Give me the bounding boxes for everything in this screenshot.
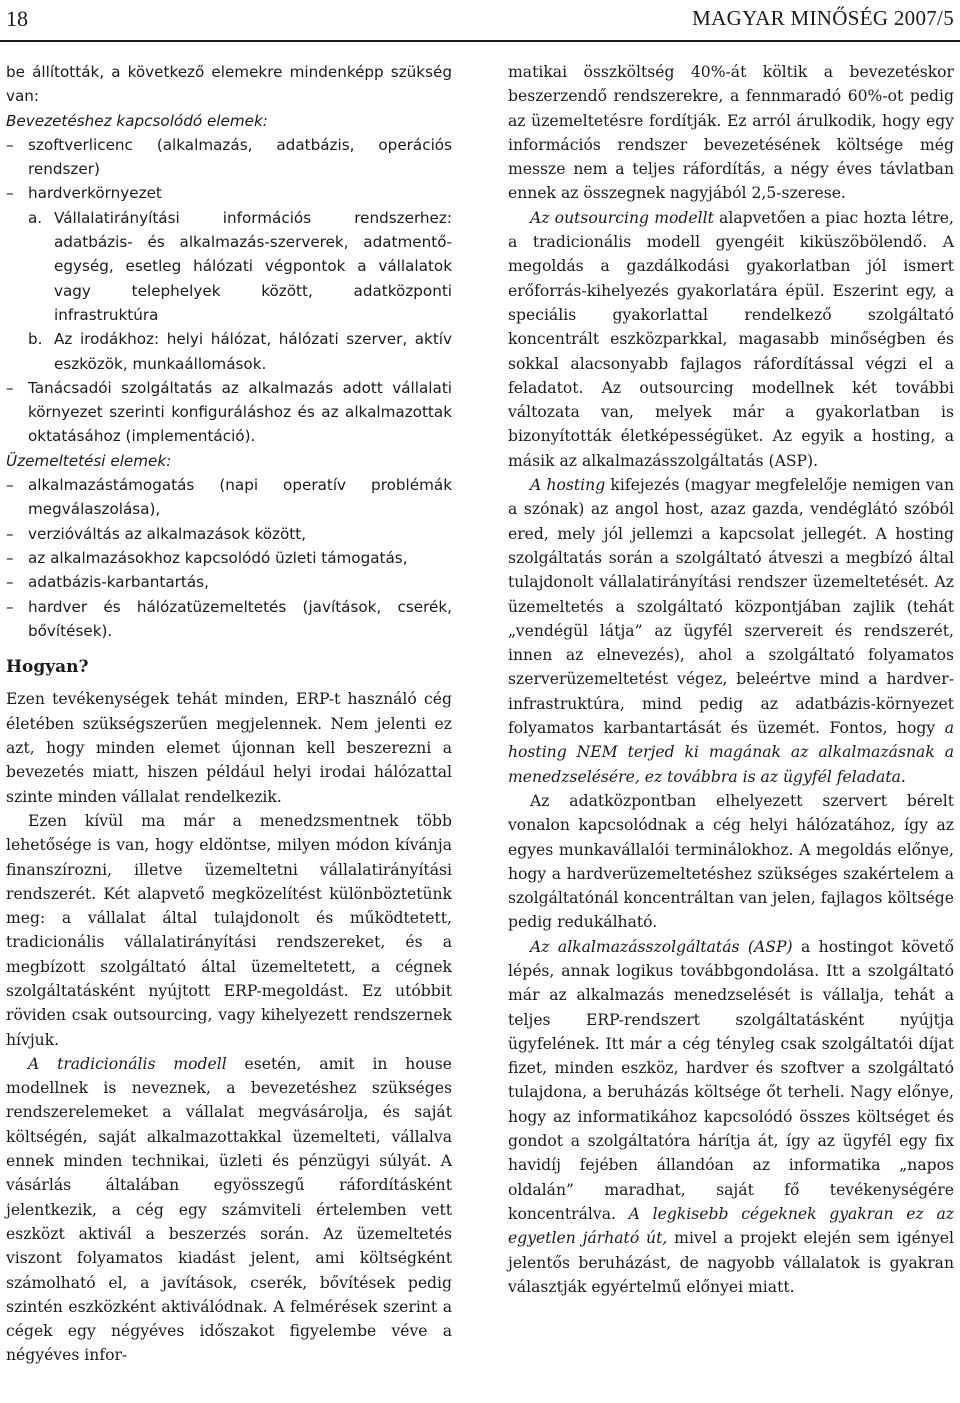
body-paragraph: Ezen tevékenységek tehát minden, ERP-t használó cég életében szükségszerűen megjelennek. Nem jelenti ez azt, hogy minden elemet újonnan kell beszerezni a bevezetés miatt, hiszen például helyi irodai hálózattal szinte minden vállalat rendelkezik. <box>6 690 452 806</box>
left-column <box>6 60 452 1368</box>
body-paragraph: matikai összköltség 40%-át költik a bevezetéskor beszerzendő rendszerekre, a fennmaradó 60%-ot pedig az üzemeltetésre fordítják. Ez arról árulkodik, hogy egy információs rendszer bevezetésének költsége még messze nem a teljes ráfordítás, a négy éves távlatban ennek az összegnek nagyjából 2,5-szerese. <box>508 63 954 203</box>
emphasis: A legkisebb cégeknek gyakran ez az egyetlen járható út, <box>508 1204 954 1248</box>
body-text: mivel a projekt elején sem igényel jelentős beruházást, de nagyobb vállalatok is gyakran választják egyértelmű előnyei miatt. <box>508 1229 954 1296</box>
intro-paragraph: be állították, a következő elemekre mindenképp szükség van: <box>6 63 452 106</box>
emphasis: A tradicionális modell <box>28 1054 227 1073</box>
impl-heading: Bevezetéshez kapcsolódó elemek: <box>6 111 268 130</box>
ops-item: – hardver és hálózatüzemeltetés (javítások, cserék, bővítések). <box>6 595 452 644</box>
emphasis: a hosting NEM terjed ki magának az alkalmazásnak a menedzselésére, ez továbbra is az ügyfél feladata. <box>508 719 954 786</box>
ops-item: – adatbázis-karbantartás, <box>6 570 452 594</box>
impl-subitem-a <box>6 206 452 327</box>
sub-marker-b: b. <box>28 330 43 349</box>
body-text: kifejezés (magyar megfelelője nemigen van a szónak) az angol host, azaz gazda, vendéglátó szóból ered, mely jól jellemzi a kapcsolat jellegét. A hosting szolgáltatás során a szolgáltató átveszi a megbízó által tulajdonolt vállalatirányítási rendszer üzemeltetését. Az üzemeltetés a szolgáltató központjában zajlik (tehát „vendégül látja” az ügyfél szervereit és rendszerét, innen az elnevezés), ahol a szolgáltató folyamatos szerverüzemeltetést végez, beleértve mind a hardver-infrastruktúra, mind pedig az adatbázis-környezet folyamatos karbantartását és üzemét. Fontos, hogy <box>508 476 954 738</box>
body-paragraph-outsourcing <box>508 206 954 473</box>
ops-item: – az alkalmazásokhoz kapcsolódó üzleti támogatás, <box>6 546 452 570</box>
body-text: a hostingot követő lépés, annak logikus továbbgondolása. Itt a szolgáltató már az alkalmazás menedzselését is vállalja, tehát a teljes ERP-rendszert szolgáltatásként nyújtja ügyfelének. Itt már a cég tényleg csak szolgáltatói díjat fizet, minden eszköz, hardver és szoftver a szolgáltató tulajdona, a beruházás költsége őt terheli. Nagy előnye, hogy az informatikához kapcsolódó összes költséget és gondot a szolgáltatóra hárítja át, így az ügyfél egy fix havidíj fejében állandóan az informatika „napos oldalán” maradhat, saját fő tevékenységére koncentrálva. <box>508 937 954 1223</box>
body-paragraph-asp <box>508 935 954 1299</box>
body-paragraph-traditional <box>6 1052 452 1368</box>
body-paragraph: Ezen kívül ma már a menedzsmentnek több lehetősége is van, hogy eldöntse, milyen módon kívánja finanszírozni, illetve üzemeltetni vállalatirányítási rendszerét. Két alapvető megközelítést különböztetünk meg: a vállalat által tulajdonolt és működtetett, tradicionális vállalatirányítási rendszereket, és a megbízott szolgáltató által üzemeltetett, a cégnek szolgáltatásként nyújtott ERP-megoldást. Ez utóbbit röviden csak outsourcing, vagy kihelyezett rendszernek hívjuk. <box>6 811 452 1049</box>
sub-text-b: Az irodákhoz: helyi hálózat, hálózati szerver, aktív eszközök, munkaállomások. <box>54 330 452 373</box>
body-paragraph-hosting <box>508 473 954 789</box>
emphasis: Az outsourcing modellt <box>530 208 714 227</box>
page-number: 18 <box>6 6 28 31</box>
running-head: MAGYAR MINŐSÉG 2007/5 <box>692 6 954 30</box>
right-column <box>508 60 954 1299</box>
impl-subitem-b <box>6 327 452 376</box>
impl-item: – szoftverlicenc (alkalmazás, adatbázis, operációs rendszer) <box>6 133 452 182</box>
sub-text-a: Vállalatirányítási információs rendszerhez: adatbázis- és alkalmazás-szerverek, adatmentő-egység, esetleg hálózati végpontok a vállalatok vagy telephelyek között, adatközponti infrastruktúra <box>54 208 452 324</box>
body-text: alapvetően a piac hozta létre, a tradicionális modell gyengéit kiküszöbölendő. A megoldás a gazdálkodási gyakorlatban jól ismert erőforrás-kihelyezés gyakorlatára épül. Eszerint egy, a speciális gyakorlattal rendelkező szolgáltató koncentrált eszközparkkal, magasabb minőségben és sokkal alacsonyabb fajlagos ráfordítással végzi el a feladatot. Az outsourcing modellnek két további változata van, melyek már a gyakorlatban is bizonyították életképességüket. Az egyik a hosting, a másik az alkalmazásszolgáltatás (ASP). <box>508 208 954 470</box>
body-paragraph: Az adatközpontban elhelyezett szervert bérelt vonalon kapcsolódnak a cég helyi hálózatához, így az egyes munkavállalói terminálokhoz. A megoldás előnye, hogy a hardverüzemeltetéshez szükséges szakértelem a szolgáltatónál koncentráltan van jelen, fajlagos költsége pedig redukálható. <box>508 791 954 932</box>
ops-heading: Üzemeltetési elemek: <box>6 451 172 470</box>
section-heading: Hogyan? <box>6 657 89 678</box>
body-text: esetén, amit in house modellnek is neveznek, a bevezetéshez szükséges rendszerelemeket a vállalat megvásárolja, és saját költségén, saját alkalmazottakkal üzemelteti, vállalva ennek minden technikai, üzleti és pénzügyi súlyát. A vásárlás általában egyösszegű ráfordításként jelentkezik, a cég egy számviteli értelemben vett eszközt aktivál a beszerzés során. Az üzemeltetés viszont folyamatos kiadást jelent, ami költségként számolható el, a javítások, cserék, bővítések pedig szintén eszközként aktiválódnak. A felmérések szerint a cégek egy négyéves időszakot figyelembe véve a négyéves infor- <box>6 1054 452 1365</box>
impl-item: – hardverkörnyezet <box>6 181 452 205</box>
emphasis: Az alkalmazásszolgáltatás (ASP) <box>530 937 793 956</box>
emphasis: A hosting <box>530 476 606 495</box>
impl-item-consult: – Tanácsadói szolgáltatás az alkalmazás adott vállalati környezet szerinti konfiguráláshoz és az alkalmazottak oktatásához (implementáció). <box>6 376 452 449</box>
page-header <box>0 0 960 36</box>
sub-marker-a: a. <box>28 208 43 227</box>
ops-item: – alkalmazástámogatás (napi operatív problémák megválaszolása), <box>6 473 452 522</box>
ops-item: – verzióváltás az alkalmazások között, <box>6 522 452 546</box>
header-rule <box>0 40 960 42</box>
